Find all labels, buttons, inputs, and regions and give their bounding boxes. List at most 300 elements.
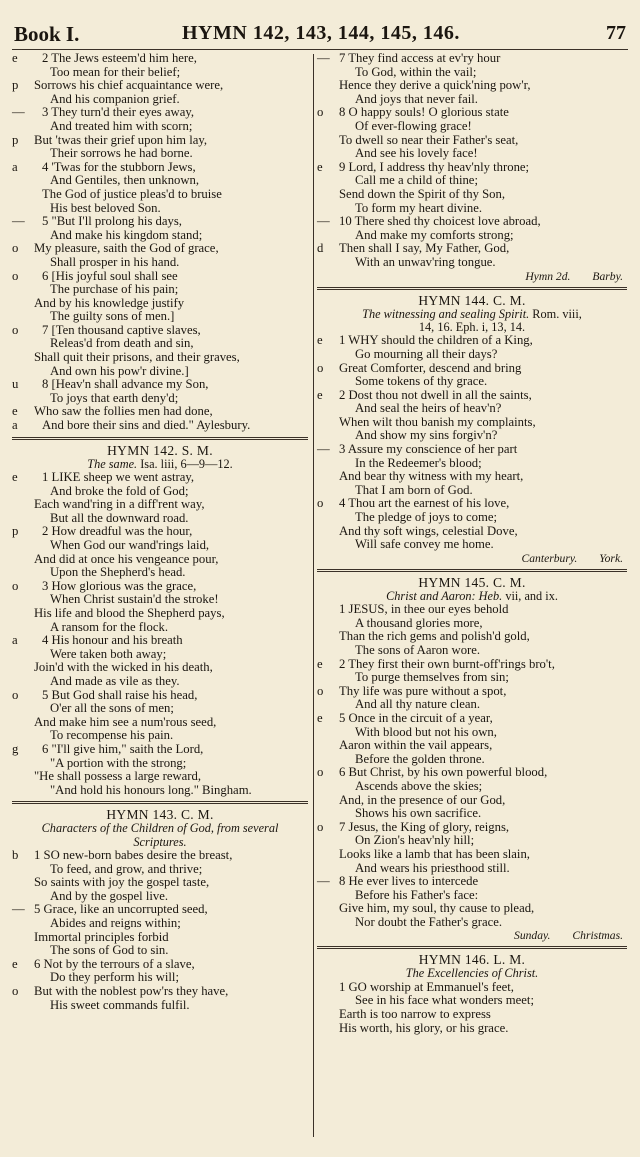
dynamic-mark	[317, 848, 339, 862]
verse-line	[12, 876, 308, 890]
verse-text: 10 There shed thy choicest love abroad,	[339, 214, 541, 229]
dynamic-mark	[317, 739, 339, 753]
verse-line	[317, 229, 627, 243]
verse-line	[12, 634, 308, 648]
dynamic-mark: —	[12, 105, 25, 120]
page-title: HYMN 142, 143, 144, 145, 146.	[182, 22, 460, 44]
dynamic-mark: p	[12, 132, 19, 147]
hymn-143-verses	[12, 849, 308, 1012]
dynamic-mark: p	[12, 78, 19, 93]
tune-name: Hymn 2d.	[525, 269, 571, 283]
dynamic-mark: g	[12, 741, 19, 756]
verse-line	[12, 471, 308, 485]
dynamic-mark	[12, 784, 34, 798]
verse-text: To recompense his pain.	[50, 728, 174, 743]
verse-line	[12, 297, 308, 311]
dynamic-mark	[317, 1008, 339, 1022]
verse-text: Shall prosper in his hand.	[50, 254, 180, 269]
verse-line	[12, 188, 308, 202]
hymn-143-subtitle-2	[12, 836, 308, 849]
verse-text: Great Comforter, descend and bring	[339, 360, 522, 375]
dynamic-mark: o	[317, 765, 324, 780]
verse-line	[12, 392, 308, 406]
verse-text: His sweet commands fulfil.	[50, 997, 190, 1012]
verse-text: Immortal principles forbid	[34, 929, 169, 944]
verse-line	[317, 362, 627, 376]
verse-text: And made as vile as they.	[50, 673, 180, 688]
dynamic-mark	[12, 553, 34, 567]
dynamic-mark	[317, 538, 339, 552]
verse-line	[317, 630, 627, 644]
verse-line	[317, 617, 627, 631]
verse-line	[12, 566, 308, 580]
hymn-144-subtitle	[317, 308, 627, 321]
verse-line	[12, 215, 308, 229]
verse-line	[317, 120, 627, 134]
verse-text: And see his lovely face!	[355, 146, 478, 161]
verse-line	[12, 958, 308, 972]
verse-line	[317, 443, 627, 457]
verse-line	[12, 324, 308, 338]
dynamic-mark: o	[12, 268, 19, 283]
verse-text: To feed, and grow, and thrive;	[50, 861, 203, 876]
dynamic-mark	[317, 202, 339, 216]
verse-line	[317, 389, 627, 403]
verse-text: 5 But God shall raise his head,	[42, 687, 198, 702]
dynamic-mark	[12, 147, 34, 161]
verse-text: The sons of God to sin.	[50, 943, 169, 958]
verse-line	[317, 916, 627, 930]
verse-text: 2 How dreadful was the hour,	[42, 524, 193, 539]
verse-line	[12, 729, 308, 743]
verse-text: 6 But Christ, by his own powerful blood,	[339, 765, 548, 780]
dynamic-mark	[12, 566, 34, 580]
verse-text: The guilty sons of men.]	[50, 309, 175, 324]
hymn-143-continuation	[317, 52, 627, 270]
verse-line	[12, 52, 308, 66]
verse-text: Will safe convey me home.	[355, 537, 494, 552]
dynamic-mark	[317, 902, 339, 916]
verse-line	[12, 525, 308, 539]
dynamic-mark: e	[317, 387, 323, 402]
dynamic-mark	[317, 889, 339, 903]
verse-line	[12, 689, 308, 703]
verse-text: Before his Father's face:	[355, 887, 479, 902]
dynamic-mark: o	[317, 360, 324, 375]
verse-line	[317, 994, 627, 1008]
left-column	[12, 52, 308, 1012]
verse-line	[12, 79, 308, 93]
verse-text: Upon the Shepherd's head.	[50, 565, 186, 580]
verse-line	[317, 348, 627, 362]
verse-text: And by his knowledge justify	[34, 295, 185, 310]
verse-text: And bore their sins and died." Aylesbury.	[42, 418, 251, 433]
hymn-143-subtitle-line1: Characters of the Children of God, from several	[41, 821, 279, 836]
verse-line	[12, 174, 308, 188]
verse-line	[317, 484, 627, 498]
dynamic-mark	[12, 498, 34, 512]
dynamic-mark: u	[12, 377, 19, 392]
verse-text: Who saw the follies men had done,	[34, 404, 213, 419]
verse-text: When God our wand'rings laid,	[50, 538, 210, 552]
hymn-142-reference: Isa. liii, 6—9—12.	[140, 456, 233, 471]
verse-text: To God, within the vail;	[355, 64, 477, 79]
dynamic-mark	[317, 348, 339, 362]
verse-line	[12, 283, 308, 297]
verse-line	[317, 416, 627, 430]
verse-line	[317, 726, 627, 740]
dynamic-mark	[12, 593, 34, 607]
dynamic-mark: o	[12, 687, 19, 702]
verse-text: "A portion with the strong;	[50, 755, 187, 770]
verse-text: Then shall I say, My Father, God,	[339, 241, 510, 256]
dynamic-mark	[12, 890, 34, 904]
hymn-145-reference: vii, and ix.	[505, 588, 558, 603]
verse-line	[317, 174, 627, 188]
dynamic-mark	[317, 698, 339, 712]
dynamic-mark	[317, 79, 339, 93]
dynamic-mark	[12, 675, 34, 689]
hymn-141-continuation	[12, 52, 308, 433]
verse-text: And all thy nature clean.	[355, 697, 481, 712]
verse-line	[317, 52, 627, 66]
verse-text: 1 WHY should the children of a King,	[339, 333, 533, 348]
hymn-144-tune-attribution	[317, 552, 627, 565]
dynamic-mark	[317, 174, 339, 188]
verse-text: The pledge of joys to come;	[355, 510, 497, 525]
page-number: 77	[606, 22, 626, 44]
dynamic-mark	[12, 174, 34, 188]
dynamic-mark	[12, 876, 34, 890]
dynamic-mark	[317, 457, 339, 471]
verse-text: That I am born of God.	[355, 482, 473, 497]
dynamic-mark	[317, 484, 339, 498]
verse-text: Shows his own sacrifice.	[355, 806, 482, 821]
hymn-143-subtitle	[12, 822, 308, 835]
verse-text: Join'd with the wicked in his death,	[34, 660, 213, 675]
verse-text: Abides and reigns within;	[50, 916, 181, 931]
verse-line	[12, 365, 308, 379]
verse-line	[12, 757, 308, 771]
verse-text: 2 Dost thou not dwell in all the saints,	[339, 387, 532, 402]
dynamic-mark: e	[12, 404, 18, 419]
dynamic-mark	[317, 120, 339, 134]
verse-text: 2 The Jews esteem'd him here,	[42, 51, 197, 65]
verse-line	[12, 784, 308, 798]
verse-text: 6 [His joyful soul shall see	[42, 268, 178, 283]
verse-text: And make his kingdom stand;	[50, 227, 203, 242]
dynamic-mark: a	[12, 159, 18, 174]
hymn-143-subtitle-line2: Scriptures.	[133, 834, 187, 849]
tune-name: Sunday.	[514, 929, 551, 943]
verse-text: With blood but not his own,	[355, 724, 497, 739]
dynamic-mark	[317, 644, 339, 658]
verse-line	[12, 593, 308, 607]
verse-text: 7 [Ten thousand captive slaves,	[42, 322, 201, 337]
dynamic-mark	[317, 753, 339, 767]
hymn-divider	[317, 569, 627, 572]
dynamic-mark	[12, 512, 34, 526]
verse-line	[12, 539, 308, 553]
verse-text: To purge themselves from sin;	[355, 670, 509, 685]
dynamic-mark	[317, 617, 339, 631]
dynamic-mark	[12, 716, 34, 730]
dynamic-mark: d	[317, 241, 324, 256]
verse-line	[12, 161, 308, 175]
verse-line	[317, 902, 627, 916]
verse-text: See in his face what wonders meet;	[355, 993, 534, 1008]
verse-line	[317, 538, 627, 552]
verse-line	[317, 794, 627, 808]
verse-line	[12, 971, 308, 985]
verse-line	[12, 931, 308, 945]
verse-line	[317, 242, 627, 256]
verse-line	[317, 981, 627, 995]
verse-line	[317, 134, 627, 148]
dynamic-mark	[317, 981, 339, 995]
hymn-145-heading: HYMN 145. C. M.	[418, 574, 526, 590]
dynamic-mark	[317, 1022, 339, 1036]
verse-line	[12, 93, 308, 107]
dynamic-mark	[317, 726, 339, 740]
verse-line	[317, 470, 627, 484]
hymn-143-tune-attribution	[317, 270, 627, 283]
dynamic-mark	[12, 770, 34, 784]
verse-text: 8 He ever lives to intercede	[339, 874, 479, 889]
verse-line	[12, 903, 308, 917]
verse-line	[12, 621, 308, 635]
dynamic-mark	[12, 944, 34, 958]
verse-text: 8 [Heav'n shall advance my Son,	[42, 377, 209, 392]
verse-text: 1 GO worship at Emmanuel's feet,	[339, 979, 514, 994]
verse-line	[12, 202, 308, 216]
dynamic-mark: p	[12, 524, 19, 539]
verse-text: A ransom for the flock.	[50, 619, 169, 634]
hymn-142-heading: HYMN 142. S. M.	[107, 442, 213, 458]
verse-text: And broke the fold of God;	[50, 483, 189, 498]
dynamic-mark	[317, 916, 339, 930]
verse-line	[317, 334, 627, 348]
hymn-144-subtitle-italic: The witnessing and sealing Spirit.	[362, 306, 530, 321]
dynamic-mark	[12, 283, 34, 297]
hymn-142-verses	[12, 471, 308, 797]
verse-text: When wilt thou banish my complaints,	[339, 414, 536, 429]
dynamic-mark: o	[12, 984, 19, 999]
dynamic-mark	[317, 402, 339, 416]
hymn-143-heading: HYMN 143. C. M.	[106, 807, 214, 823]
dynamic-mark	[12, 702, 34, 716]
dynamic-mark	[317, 188, 339, 202]
verse-text: 4 'Twas for the stubborn Jews,	[42, 159, 196, 174]
verse-line	[12, 512, 308, 526]
dynamic-mark	[317, 511, 339, 525]
dynamic-mark: a	[12, 633, 18, 648]
verse-line	[12, 66, 308, 80]
hymn-145-subtitle	[317, 590, 627, 603]
dynamic-mark	[12, 971, 34, 985]
verse-text: 5 Grace, like an uncorrupted seed,	[34, 902, 208, 917]
verse-text: 3 Assure my conscience of her part	[339, 442, 518, 457]
verse-text: And by the gospel live.	[50, 888, 169, 903]
verse-line	[317, 780, 627, 794]
dynamic-mark	[317, 134, 339, 148]
dynamic-mark	[317, 93, 339, 107]
verse-text: When Christ sustain'd the stroke!	[50, 592, 219, 607]
verse-line	[12, 485, 308, 499]
verse-text: Were taken both away;	[50, 646, 167, 661]
verse-text: The sons of Aaron wore.	[355, 643, 481, 657]
dynamic-mark	[12, 297, 34, 311]
verse-line	[12, 120, 308, 134]
verse-line	[317, 256, 627, 270]
verse-line	[317, 603, 627, 617]
verse-line	[12, 702, 308, 716]
verse-line	[12, 849, 308, 863]
verse-line	[12, 256, 308, 270]
verse-line	[12, 378, 308, 392]
dynamic-mark: e	[317, 159, 323, 174]
dynamic-mark	[317, 147, 339, 161]
verse-text: "And hold his honours long." Bingham.	[50, 782, 252, 797]
dynamic-mark: —	[317, 442, 330, 457]
dynamic-mark: —	[317, 214, 330, 229]
verse-text: And Gentiles, then unknown,	[50, 173, 200, 188]
verse-text: Nor doubt the Father's grace.	[355, 914, 503, 929]
verse-line	[12, 917, 308, 931]
verse-text: To dwell so near their Father's seat,	[339, 132, 519, 147]
dynamic-mark	[12, 229, 34, 243]
dynamic-mark: a	[12, 418, 18, 433]
verse-line	[12, 648, 308, 662]
dynamic-mark	[317, 429, 339, 443]
dynamic-mark	[317, 780, 339, 794]
verse-text: 6 Not by the terrours of a slave,	[34, 956, 195, 971]
verse-text: Do they perform his will;	[50, 970, 179, 985]
verse-text: Go mourning all their days?	[355, 346, 498, 361]
verse-text: A thousand glories more,	[355, 615, 483, 630]
verse-text: Thy life was pure without a spot,	[339, 683, 507, 698]
hymn-divider	[317, 946, 627, 949]
tune-name: York.	[599, 551, 623, 565]
verse-line	[317, 402, 627, 416]
verse-line	[12, 770, 308, 784]
verse-line	[12, 498, 308, 512]
dynamic-mark: o	[12, 578, 19, 593]
verse-text: 8 O happy souls! O glorious state	[339, 105, 509, 120]
dynamic-mark	[317, 256, 339, 270]
verse-line	[317, 889, 627, 903]
verse-line	[317, 685, 627, 699]
verse-text: His worth, his glory, or his grace.	[339, 1020, 509, 1035]
verse-line	[317, 147, 627, 161]
verse-line	[12, 985, 308, 999]
verse-text: Of ever-flowing grace!	[355, 118, 472, 133]
verse-text: O'er all the sons of men;	[50, 701, 174, 716]
dynamic-mark	[12, 621, 34, 635]
verse-line	[12, 337, 308, 351]
verse-text: Hence they derive a quick'ning pow'r,	[339, 78, 531, 93]
dynamic-mark: o	[317, 683, 324, 698]
verse-line	[317, 807, 627, 821]
verse-text: 7 Jesus, the King of glory, reigns,	[339, 819, 510, 834]
verse-text: 5 Once in the circuit of a year,	[339, 710, 493, 725]
verse-line	[12, 229, 308, 243]
verse-line	[317, 1022, 627, 1036]
verse-text: And make my comforts strong;	[355, 227, 514, 242]
verse-text: And his companion grief.	[50, 91, 180, 106]
verse-text: With an unwav'ring tongue.	[355, 254, 496, 269]
dynamic-mark	[12, 256, 34, 270]
verse-line	[317, 834, 627, 848]
dynamic-mark: o	[317, 819, 324, 834]
dynamic-mark: b	[12, 848, 19, 863]
verse-text: Sorrows his chief acquaintance were,	[34, 78, 224, 93]
verse-line	[317, 375, 627, 389]
verse-text: Shall quit their prisons, and their graves,	[34, 350, 240, 365]
verse-text: And wears his priesthood still.	[355, 860, 510, 875]
hymn-146-heading: HYMN 146. L. M.	[418, 952, 526, 968]
verse-line	[317, 671, 627, 685]
verse-text: Ascends above the skies;	[355, 778, 483, 793]
dynamic-mark: o	[317, 105, 324, 120]
dynamic-mark	[12, 365, 34, 379]
verse-text: And make him see a num'rous seed,	[34, 714, 217, 729]
hymn-145-tune-attribution	[317, 929, 627, 942]
dynamic-mark	[317, 416, 339, 430]
verse-line	[317, 525, 627, 539]
dynamic-mark	[317, 470, 339, 484]
dynamic-mark	[12, 917, 34, 931]
verse-text: And, in the presence of our God,	[339, 792, 506, 807]
verse-line	[12, 863, 308, 877]
verse-line	[317, 766, 627, 780]
hymn-144-reference: Rom. viii,	[532, 306, 582, 321]
verse-text: So saints with joy the gospel taste,	[34, 875, 210, 890]
hymn-146-verses	[317, 981, 627, 1035]
verse-line	[317, 862, 627, 876]
dynamic-mark: —	[12, 214, 25, 229]
verse-line	[12, 661, 308, 675]
verse-text: And own his pow'r divine.]	[50, 363, 189, 378]
hymn-divider	[317, 287, 627, 290]
verse-line	[12, 106, 308, 120]
dynamic-mark: —	[12, 902, 25, 917]
verse-text: But with the noblest pow'rs they have,	[34, 984, 229, 999]
verse-text: And joys that never fail.	[355, 91, 478, 106]
verse-line	[12, 944, 308, 958]
verse-text: 5 "But I'll prolong his days,	[42, 214, 182, 229]
verse-line	[317, 79, 627, 93]
tune-name: Christmas.	[572, 929, 623, 943]
verse-line	[12, 553, 308, 567]
dynamic-mark	[317, 603, 339, 617]
dynamic-mark: e	[317, 710, 323, 725]
verse-text: 3 How glorious was the grace,	[42, 578, 197, 593]
verse-text: And bear thy witness with my heart,	[339, 469, 524, 484]
verse-text: Send down the Spirit of thy Son,	[339, 186, 505, 201]
verse-line	[12, 607, 308, 621]
dynamic-mark: e	[12, 470, 18, 485]
verse-text: 4 Thou art the earnest of his love,	[339, 496, 510, 511]
verse-line	[317, 875, 627, 889]
hymn-146-subtitle-italic: The Excellencies of Christ.	[405, 966, 539, 981]
verse-text: The God of justice pleas'd to bruise	[42, 186, 222, 201]
verse-line	[317, 497, 627, 511]
verse-text: Looks like a lamb that has been slain,	[339, 846, 530, 861]
verse-line	[12, 270, 308, 284]
dynamic-mark: e	[12, 956, 18, 971]
verse-line	[12, 134, 308, 148]
